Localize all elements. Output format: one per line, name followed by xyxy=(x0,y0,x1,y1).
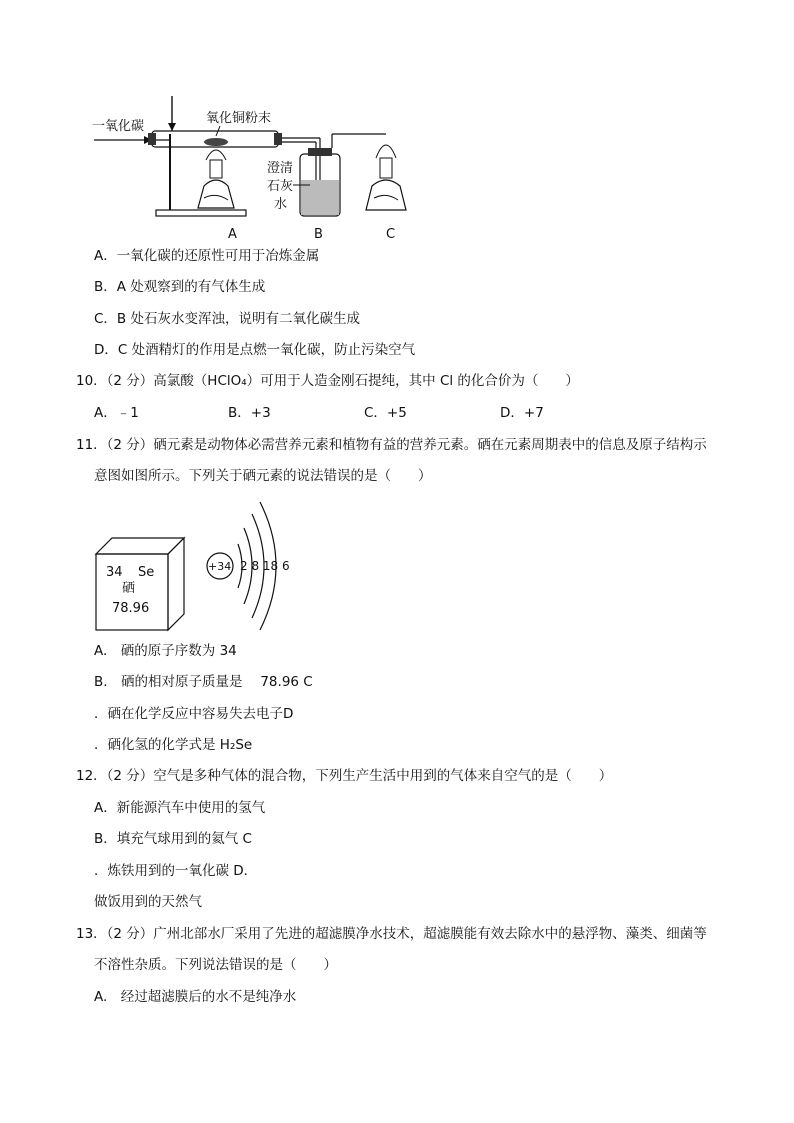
q9-option-a: A．一氧化碳的还原性可用于冶炼金属 xyxy=(94,248,320,264)
q11-option-d: ．硒化氢的化学式是 H₂Se xyxy=(94,737,253,753)
q13-stem-line1: 13．（2 分）广州北部水厂采用了先进的超滤膜净水技术，超滤膜能有效去除水中的悬浮物、藻类、细菌等 xyxy=(76,926,707,942)
q11-option-b: B. 硒的相对原子质量是 78.96 C xyxy=(94,674,313,690)
gas-label: 一氧化碳 xyxy=(92,119,145,134)
element-number: 34 xyxy=(106,565,123,580)
element-mass: 78.96 xyxy=(112,601,150,616)
caption-c: C xyxy=(386,227,396,242)
q11-option-a: A. 硒的原子序数为 34 xyxy=(94,643,237,659)
nucleus-charge: +34 xyxy=(208,560,232,573)
q13-stem-line2: 不溶性杂质。下列说法错误的是（ ） xyxy=(94,957,337,973)
q12-option-c: ．炼铁用到的一氧化碳 D． xyxy=(94,863,258,879)
q12-option-b: B．填充气球用到的氦气 C xyxy=(94,831,252,847)
element-symbol: Se xyxy=(138,565,155,580)
caption-b: B xyxy=(314,227,323,242)
q12-option-d: 做饭用到的天然气 xyxy=(94,894,202,910)
q10-option-d: D．+7 xyxy=(500,405,544,421)
q12-option-a: A．新能源汽车中使用的氢气 xyxy=(94,800,266,816)
limewater-label-3: 水 xyxy=(274,197,288,212)
limewater-label-2: 石灰 xyxy=(267,179,294,194)
caption-a: A xyxy=(228,227,237,242)
q10-option-a: A．﹣1 xyxy=(94,405,139,421)
electron-shells: 2 8 18 6 xyxy=(240,559,290,573)
q11-stem-line1: 11．（2 分）硒元素是动物体必需营养元素和植物有益的营养元素。硒在元素周期表中的信息及原子结构示 xyxy=(76,437,707,453)
q9-option-b: B．A 处观察到的有气体生成 xyxy=(94,279,266,295)
element-name: 硒 xyxy=(122,581,136,596)
limewater-label-1: 澄清 xyxy=(267,161,294,176)
q9-option-c: C．B 处石灰水变浑浊，说明有二氧化碳生成 xyxy=(94,311,360,327)
q10-option-c: C．+5 xyxy=(364,405,407,421)
selenium-figure xyxy=(92,498,312,634)
q11-stem-line2: 意图如图所示。下列关于硒元素的说法错误的是（ ） xyxy=(94,468,432,484)
q10-stem: 10．（2 分）高氯酸（HClO₄）可用于人造金刚石提纯，其中 Cl 的化合价为（ ） xyxy=(76,373,579,389)
q11-option-c: ．硒在化学反应中容易失去电子D xyxy=(94,706,294,722)
q13-option-a: A. 经过超滤膜后的水不是纯净水 xyxy=(94,989,297,1005)
q10-option-b: B．+3 xyxy=(228,405,271,421)
q9-option-d: D．C 处酒精灯的作用是点燃一氧化碳，防止污染空气 xyxy=(94,342,416,358)
apparatus-figure xyxy=(88,88,428,243)
powder-label: 氧化铜粉末 xyxy=(206,111,272,126)
q12-stem: 12．（2 分）空气是多种气体的混合物，下列生产生活中用到的气体来自空气的是（ ） xyxy=(76,768,613,784)
